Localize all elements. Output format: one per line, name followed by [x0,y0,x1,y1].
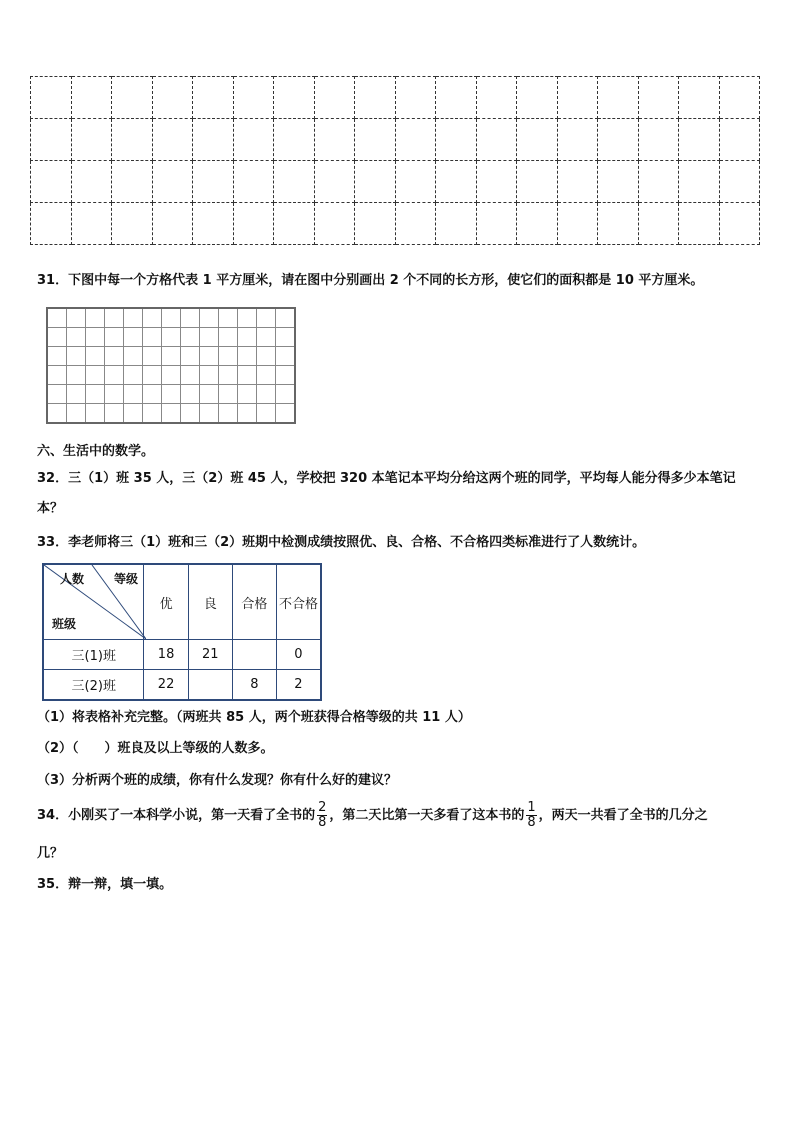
col-header: 不合格 [276,564,321,640]
square-cell[interactable] [181,347,200,366]
header-class: 班级 [52,617,77,631]
square-cell[interactable] [219,328,238,347]
denominator: 8 [318,815,327,830]
square-cell[interactable] [257,404,276,424]
grid-cell[interactable] [436,203,477,245]
grid-cell[interactable] [193,161,234,203]
square-cell[interactable] [67,366,86,385]
grid-cell[interactable] [557,77,598,119]
square-cell[interactable] [200,385,219,404]
grid-cell[interactable] [395,77,436,119]
grid-cell[interactable] [598,203,639,245]
square-row [47,347,295,366]
col-header: 合格 [232,564,276,640]
grid-cell[interactable] [476,119,517,161]
square-cell[interactable] [219,404,238,424]
square-cell[interactable] [238,328,257,347]
grid-cell[interactable] [476,161,517,203]
grid-cell[interactable] [233,77,274,119]
square-cell[interactable] [238,308,257,328]
grid-cell[interactable] [233,119,274,161]
grid-cell[interactable] [112,203,153,245]
question-33-sub2: （2）（ ）班良及以上等级的人数多。 [37,741,274,756]
square-cell[interactable] [200,328,219,347]
square-cell[interactable] [143,385,162,404]
grid-cell[interactable] [679,203,720,245]
fraction [526,801,536,830]
square-cell[interactable] [276,366,296,385]
score-table [42,563,322,701]
col-header: 良 [188,564,232,640]
question-33-sub3: （3）分析两个班的成绩，你有什么发现？你有什么好的建议？ [37,773,398,788]
table-row [43,640,321,670]
grid-cell[interactable] [314,161,355,203]
square-cell[interactable] [67,404,86,424]
grid-cell[interactable] [355,119,396,161]
grid-cell[interactable] [679,119,720,161]
square-cell[interactable] [276,328,296,347]
square-cell[interactable] [47,328,67,347]
square-cell[interactable] [67,328,86,347]
square-cell[interactable] [143,328,162,347]
square-cell[interactable] [86,328,105,347]
question-34-part1: 34．小刚买了一本科学小说，第一天看了全书的 [37,808,316,823]
grid-cell[interactable] [112,119,153,161]
grid-cell[interactable] [71,119,112,161]
table-cell: 22 [144,670,188,700]
grid-cell[interactable] [517,119,558,161]
square-cell[interactable] [238,347,257,366]
question-31: 31．下图中每一个方格代表 1 平方厘米，请在图中分别画出 2 个不同的长方形，使它们的面积都是 10 平方厘米。 [37,273,704,288]
grid-cell[interactable] [152,77,193,119]
square-cell[interactable] [143,404,162,424]
square-cell[interactable] [238,404,257,424]
grid-cell[interactable] [517,77,558,119]
square-cell[interactable] [200,366,219,385]
square-cell[interactable] [162,385,181,404]
square-cell[interactable] [162,366,181,385]
square-cell[interactable] [124,308,143,328]
square-cell[interactable] [86,385,105,404]
grid-cell[interactable] [355,77,396,119]
square-cell[interactable] [105,366,124,385]
grid-cell[interactable] [638,203,679,245]
grid-cell[interactable] [598,161,639,203]
grid-cell[interactable] [476,77,517,119]
question-34-line2: 几？ [37,846,64,861]
table-row [43,670,321,700]
grid-cell[interactable] [598,119,639,161]
square-cell[interactable] [105,328,124,347]
question-34-part3: ，两天一共看了全书的几分之 [538,808,708,823]
square-cell[interactable] [124,347,143,366]
grid-cell[interactable] [436,119,477,161]
row-label: 三(2)班 [43,670,144,700]
square-cell[interactable] [181,404,200,424]
question-32-line1: 32．三（1）班 35 人，三（2）班 45 人，学校把 320 本笔记本平均分给这两个班的同学，平均每人能分得多少本笔记 [37,471,736,486]
square-cell[interactable] [219,366,238,385]
grid-cell[interactable] [193,203,234,245]
writing-grid [30,76,760,245]
square-cell[interactable] [257,328,276,347]
col-header: 优 [144,564,188,640]
square-cell[interactable] [47,308,67,328]
square-cell[interactable] [105,347,124,366]
square-cell[interactable] [47,347,67,366]
square-cell[interactable] [276,347,296,366]
square-cell[interactable] [47,385,67,404]
numerator: 1 [527,800,536,815]
question-34-part2: ，第二天比第一天多看了这本书的 [329,808,525,823]
table-cell[interactable] [188,670,232,700]
square-cell[interactable] [67,347,86,366]
square-cell[interactable] [86,366,105,385]
square-cell[interactable] [86,347,105,366]
numerator: 2 [318,800,327,815]
grid-cell[interactable] [476,203,517,245]
square-cell[interactable] [105,404,124,424]
diagonal-header-cell [43,564,144,640]
square-cell[interactable] [47,366,67,385]
grid-cell[interactable] [679,77,720,119]
denominator: 8 [527,815,536,830]
question-33: 33．李老师将三（1）班和三（2）班期中检测成绩按照优、良、合格、不合格四类标准进行了人数统计。 [37,535,646,550]
table-cell: 21 [188,640,232,670]
square-row [47,366,295,385]
square-cell[interactable] [257,385,276,404]
grid-cell[interactable] [314,203,355,245]
grid-cell[interactable] [679,161,720,203]
square-cell[interactable] [143,347,162,366]
grid-cell[interactable] [274,203,315,245]
header-grade: 等级 [114,572,139,586]
question-35: 35．辩一辩，填一填。 [37,877,173,892]
square-cell[interactable] [47,404,67,424]
grid-cell[interactable] [233,161,274,203]
grid-cell[interactable] [557,203,598,245]
square-cell[interactable] [276,308,296,328]
grid-cell[interactable] [274,119,315,161]
square-cell[interactable] [200,308,219,328]
grid-row [31,161,760,203]
square-cell[interactable] [200,404,219,424]
square-cell[interactable] [200,347,219,366]
square-cell[interactable] [238,366,257,385]
question-32-line2: 本？ [37,501,64,516]
grid-cell[interactable] [112,161,153,203]
grid-cell[interactable] [71,77,112,119]
grid-cell[interactable] [152,203,193,245]
square-cell[interactable] [162,404,181,424]
grid-cell[interactable] [436,77,477,119]
square-cell[interactable] [257,347,276,366]
square-row [47,385,295,404]
grid-cell[interactable] [31,203,72,245]
grid-cell[interactable] [31,77,72,119]
square-cell[interactable] [219,347,238,366]
grid-cell[interactable] [638,119,679,161]
grid-cell[interactable] [274,77,315,119]
square-cell[interactable] [67,308,86,328]
fraction [317,801,327,830]
grid-cell[interactable] [355,203,396,245]
square-row [47,308,295,328]
grid-row [31,119,760,161]
grid-cell[interactable] [719,203,760,245]
square-cell[interactable] [219,385,238,404]
square-cell[interactable] [257,366,276,385]
grid-cell[interactable] [112,77,153,119]
square-cell[interactable] [162,328,181,347]
grid-cell[interactable] [314,77,355,119]
square-cell[interactable] [86,404,105,424]
square-cell[interactable] [219,308,238,328]
square-cell[interactable] [124,366,143,385]
square-cell[interactable] [162,308,181,328]
grid-cell[interactable] [719,161,760,203]
square-cell[interactable] [276,404,296,424]
grid-row [31,203,760,245]
grid-cell[interactable] [152,161,193,203]
grid-cell[interactable] [638,161,679,203]
square-cell[interactable] [181,385,200,404]
grid-cell[interactable] [719,77,760,119]
square-cell[interactable] [124,404,143,424]
square-grid [46,307,296,424]
square-cell[interactable] [143,308,162,328]
square-cell[interactable] [86,308,105,328]
grid-cell[interactable] [557,119,598,161]
grid-cell[interactable] [193,77,234,119]
square-cell[interactable] [257,308,276,328]
grid-cell[interactable] [395,203,436,245]
table-cell: 18 [144,640,188,670]
grid-cell[interactable] [436,161,477,203]
header-people: 人数 [60,572,85,586]
square-row [47,328,295,347]
table-cell: 8 [232,670,276,700]
grid-cell[interactable] [395,161,436,203]
square-cell[interactable] [105,385,124,404]
grid-cell[interactable] [71,161,112,203]
grid-cell[interactable] [517,161,558,203]
square-cell[interactable] [67,385,86,404]
grid-cell[interactable] [598,77,639,119]
grid-cell[interactable] [193,119,234,161]
table-cell: 2 [276,670,321,700]
square-cell[interactable] [162,347,181,366]
table-header-row [43,564,321,640]
grid-cell[interactable] [355,161,396,203]
grid-cell[interactable] [31,119,72,161]
table-cell: 0 [276,640,321,670]
square-cell[interactable] [181,366,200,385]
square-row [47,404,295,424]
grid-cell[interactable] [638,77,679,119]
grid-cell[interactable] [274,161,315,203]
question-33-sub1: （1）将表格补充完整。（两班共 85 人，两个班获得合格等级的共 11 人） [37,710,471,725]
square-cell[interactable] [181,328,200,347]
grid-cell[interactable] [314,119,355,161]
grid-cell[interactable] [517,203,558,245]
section-title: 六、生活中的数学。 [37,444,155,459]
square-cell[interactable] [105,308,124,328]
row-label: 三(1)班 [43,640,144,670]
grid-cell[interactable] [557,161,598,203]
grid-row [31,77,760,119]
square-cell[interactable] [181,308,200,328]
question-34-line1 [37,798,708,834]
grid-cell[interactable] [71,203,112,245]
grid-cell[interactable] [233,203,274,245]
square-cell[interactable] [124,385,143,404]
square-cell[interactable] [276,385,296,404]
grid-cell[interactable] [31,161,72,203]
square-cell[interactable] [124,328,143,347]
square-cell[interactable] [238,385,257,404]
grid-cell[interactable] [395,119,436,161]
table-cell[interactable] [232,640,276,670]
square-cell[interactable] [143,366,162,385]
grid-cell[interactable] [152,119,193,161]
grid-cell[interactable] [719,119,760,161]
